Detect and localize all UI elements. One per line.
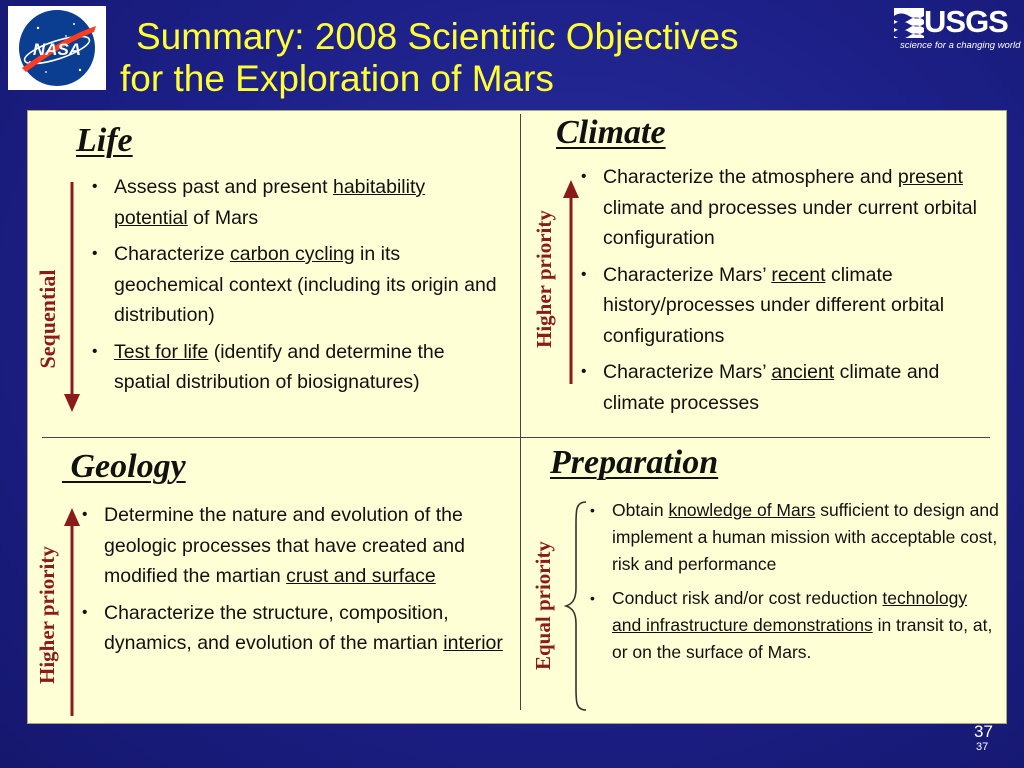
objective-text: Obtain <box>612 500 669 520</box>
underlined-term: crust and surface <box>286 565 436 587</box>
life-axis-label: Sequential <box>35 269 60 369</box>
preparation-axis-label: Equal priority <box>531 541 555 670</box>
objective-text: (identify and determine the spatial distribution of biosignatures) <box>114 340 445 393</box>
usgs-logo <box>894 6 1020 56</box>
underlined-term: technology and infrastructure demonstrations <box>612 587 968 635</box>
life-heading: Life <box>76 122 133 159</box>
slide-title-line1: Summary: 2008 Scientific Objectives <box>136 16 739 57</box>
climate-objective-item <box>579 162 997 254</box>
objective-text: Characterize the structure, composition, dynamics, and evolution of the martian <box>104 601 449 654</box>
underlined-term: knowledge of Mars <box>668 500 816 520</box>
preparation-objectives-list <box>588 497 1000 672</box>
nasa-meatball-icon <box>8 6 106 90</box>
objective-text: in transit to, at, or on the surface of Mars. <box>612 614 993 663</box>
objective-text: Assess past and present <box>114 176 333 198</box>
geology-objective-item <box>80 500 512 592</box>
usgs-wave-icon <box>894 8 924 38</box>
geology-objectives-list <box>80 500 512 665</box>
climate-heading: Climate <box>556 114 666 151</box>
life-objective-item <box>90 337 502 398</box>
usgs-logo-text: USGS <box>924 4 1008 39</box>
life-objectives-list <box>90 172 502 404</box>
underlined-term: carbon cycling <box>229 243 355 265</box>
horizontal-divider <box>42 437 990 438</box>
up-arrow-icon <box>62 508 82 718</box>
objective-text: Characterize Mars’ <box>603 361 772 383</box>
climate-objective-item <box>579 357 997 418</box>
usgs-tagline: science for a changing world <box>900 40 1021 51</box>
objective-text: Characterize <box>114 243 230 265</box>
underlined-term: habitability potential <box>114 176 426 229</box>
underlined-term: recent <box>771 263 826 286</box>
objective-text: of Mars <box>187 206 259 229</box>
underlined-term: interior <box>443 632 503 654</box>
geology-axis-label: Higher priority <box>35 546 59 684</box>
curly-brace-icon <box>564 500 590 714</box>
objective-text: Determine the nature and evolution of the geologic processes that have created and modified the martian <box>104 504 465 587</box>
preparation-objective-item <box>588 497 1000 579</box>
objective-text: Characterize Mars’ <box>603 263 772 286</box>
nasa-logo-text: NASA <box>32 40 82 59</box>
vertical-divider <box>520 114 521 710</box>
climate-objectives-list <box>579 162 997 424</box>
preparation-heading: Preparation <box>550 444 719 481</box>
objective-text: Conduct risk and/or cost reduction <box>612 587 883 608</box>
objective-text: climate and climate processes <box>603 361 940 414</box>
preparation-objective-item <box>588 585 1000 667</box>
page-number: 37 <box>974 722 993 741</box>
objective-text: in its geochemical context (including its origin and distribution) <box>114 243 497 326</box>
slide-title-line2: for the Exploration of Mars <box>120 58 554 99</box>
page-number-small: 37 <box>976 741 989 753</box>
underlined-term: present <box>897 166 963 188</box>
nasa-logo <box>8 6 106 90</box>
objective-text: climate and processes under current orbital configuration <box>603 196 977 249</box>
life-objective-item <box>90 239 502 331</box>
climate-objective-item <box>579 260 997 352</box>
life-objective-item <box>90 172 502 233</box>
objective-text: sufficient to design and implement a human mission with acceptable cost, risk and performance <box>612 500 999 575</box>
geology-heading: Geology <box>62 448 186 485</box>
geology-objective-item <box>80 598 512 659</box>
underlined-term: ancient <box>771 361 835 383</box>
objective-text: climate history/processes under different orbital configurations <box>603 263 945 347</box>
climate-axis-label: Higher priority <box>532 210 556 348</box>
underlined-term: Test for life <box>114 340 209 363</box>
slide-title <box>120 16 890 100</box>
up-arrow-icon <box>561 180 581 386</box>
objective-text: Characterize the atmosphere and <box>603 166 898 188</box>
down-arrow-icon <box>62 180 82 414</box>
